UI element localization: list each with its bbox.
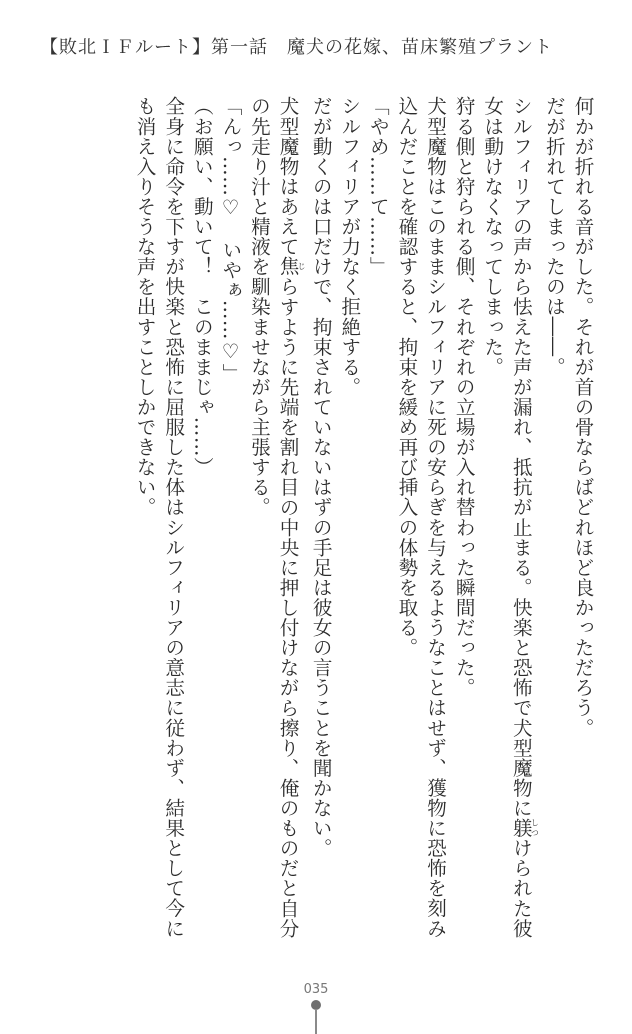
paragraph: 全身に命令を下すが快楽と恐怖に屈服した体はシルフィリアの意志に従わず、結果として今にも消え入りそうな声を出すことしかできない。 (133, 96, 185, 939)
ruby-annotation: 躾しつ (509, 817, 540, 838)
running-header (40, 30, 600, 66)
paragraph: 「んっ……♡ いやぁ……♡」 (218, 96, 242, 384)
paragraph: 犬型魔物はこのままシルフィリアに死の安らぎを与えるようなことはせず、獲物に恐怖を刻み込んだことを確認すると、拘束を緩め再び挿入の体勢を取る。 (394, 96, 447, 939)
page-marker (310, 1000, 322, 1034)
page-number: 035 (303, 982, 329, 997)
paragraph: だが折れてしまったのは――。 (542, 96, 566, 377)
chapter-title: 【敗北ＩＦルート】第一話 魔犬の花嫁、苗床繁殖プラント (40, 37, 553, 58)
page-marker-line (315, 1009, 317, 1034)
paragraph: シルフィリアが力なく拒絶する。 (337, 96, 361, 397)
paragraph: （お願い、動いて！ このままじゃ……） (190, 96, 214, 477)
ruby-annotation: 焦じ (276, 256, 307, 277)
paragraph: 狩る側と狩られる側、それぞれの立場が入れ替わった瞬間だった。 (452, 96, 476, 698)
paragraph: だが動くのは口だけで、拘束されていないはずの手足は彼女の言うことを聞かない。 (309, 96, 333, 858)
paragraph: 犬型魔物はあえて焦じらすように先端を割れ目の中央に押し付けながら擦り、俺のものだと自分の先走り汁と精液を馴染ませながら主張する。 (247, 96, 307, 939)
paragraph: シルフィリアの声から怯えた声が漏れ、抵抗が止まる。快楽と恐怖で犬型魔物に躾しつけられた彼女は動けなくなってしまった。 (480, 96, 540, 939)
body-text (36, 96, 596, 946)
paragraph: 何かが折れる音がした。それが首の骨ならばどれほど良かっただろう。 (571, 96, 594, 738)
paragraph: 「やめ……て……」 (366, 96, 390, 277)
